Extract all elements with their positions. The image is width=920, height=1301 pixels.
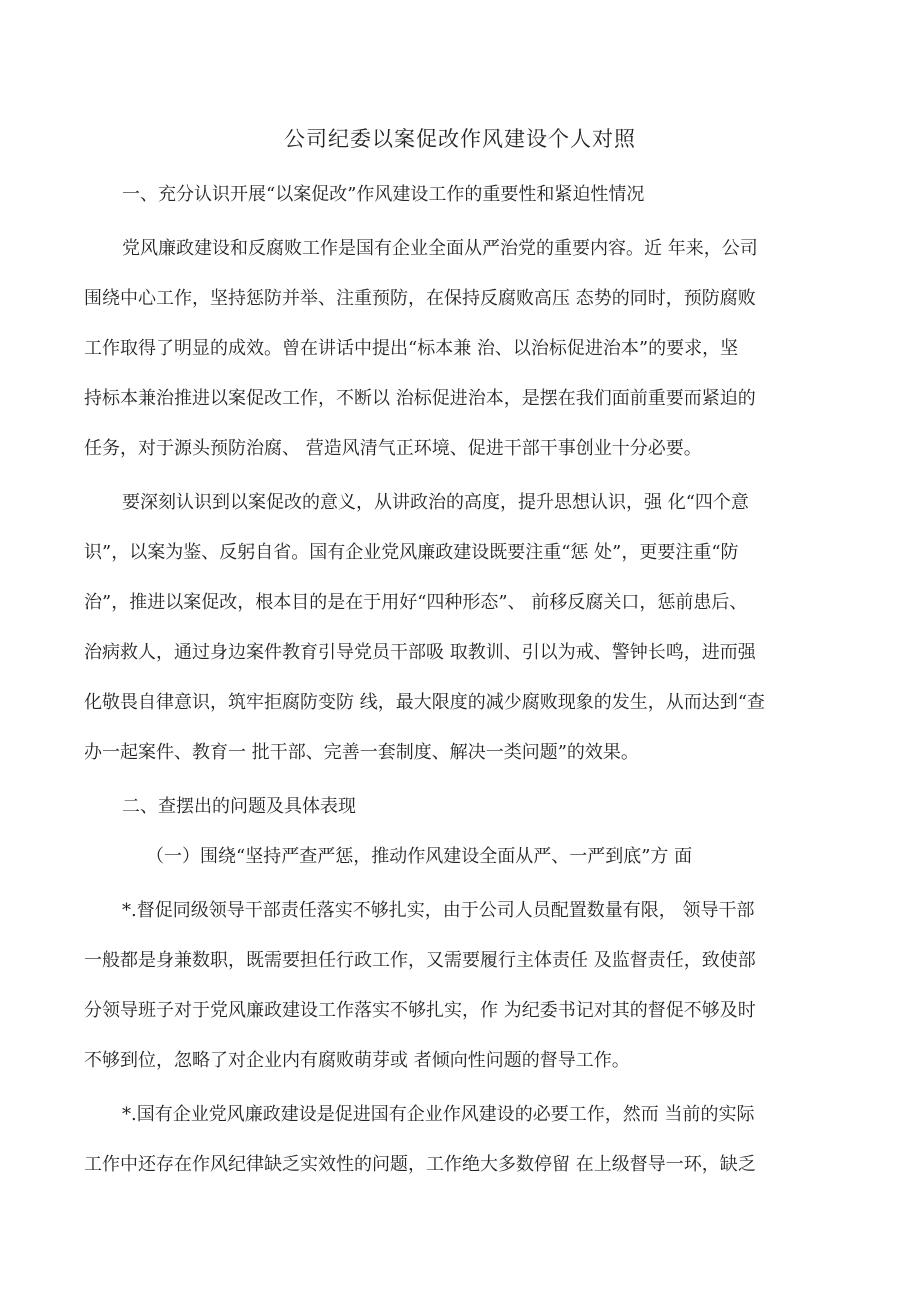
paragraph-line: 办一起案件、教育一 批干部、完善一套制度、解决一类问题”的效果。 [84,742,639,763]
paragraph-line: *.督促同级领导干部责任落实不够扎实，由于公司人员配置数量有限， 领导干部 [122,900,755,921]
document-title: 公司纪委以案促改作风建设个人对照 [284,127,636,151]
paragraph-line: 治病救人，通过身边案件教育引导党员干部吸 取教训、引以为戒、警钟长鸣，进而强 [84,642,756,663]
paragraph-line: 工作取得了明显的成效。曾在讲话中提出“标本兼 治、以治标促进治本”的要求，坚 [84,338,739,359]
paragraph-line: 工作中还存在作风纪律缺乏实效性的问题，工作绝大多数停留 在上级督导一环，缺乏 [84,1154,756,1175]
paragraph-line: 治”，推进以案促改，根本目的是在于用好“四种形态”、 前移反腐关口，惩前患后、 [84,592,748,613]
paragraph-line: 要深刻认识到以案促改的意义，从讲政治的高度，提升思想认识，强 化“四个意 [122,492,749,513]
subsection-heading-1: （一）围绕“坚持严查严惩，推动作风建设全面从严、一严到底”方 面 [146,846,693,867]
paragraph-line: 围绕中心工作，坚持惩防并举、注重预防，在保持反腐败高压 态势的同时，预防腐败 [84,288,756,309]
paragraph-line: 识”，以案为鉴、反躬自省。国有企业党风廉政建设既要注重“惩 处”，更要注重“防 [84,542,739,563]
paragraph-line: 党风廉政建设和反腐败工作是国有企业全面从严治党的重要内容。近 年来，公司 [122,238,758,259]
section-heading-2: 二、查摆出的问题及具体表现 [122,796,356,817]
paragraph-line: 化敬畏自律意识，筑牢拒腐防变防 线，最大限度的减少腐败现象的发生，从而达到“查 [84,692,765,713]
paragraph-line: 不够到位，忽略了对企业内有腐败萌芽或 者倾向性问题的督导工作。 [84,1050,630,1071]
paragraph-line: 持标本兼治推进以案促改工作，不断以 治标促进治本，是摆在我们面前重要而紧迫的 [84,388,756,409]
paragraph-line: 分领导班子对于党风廉政建设工作落实不够扎实，作 为纪委书记对其的督促不够及时 [84,1000,756,1021]
paragraph-line: 一般都是身兼数职，既需要担任行政工作，又需要履行主体责任 及监督责任，致使部 [84,950,756,971]
paragraph-line: *.国有企业党风廉政建设是促进国有企业作风建设的必要工作，然而 当前的实际 [122,1104,755,1125]
section-heading-1: 一、充分认识开展“以案促改”作风建设工作的重要性和紧迫性情况 [122,184,645,205]
paragraph-line: 任务，对于源头预防治腐、 营造风清气正环境、促进干部干事创业十分必要。 [84,438,702,459]
